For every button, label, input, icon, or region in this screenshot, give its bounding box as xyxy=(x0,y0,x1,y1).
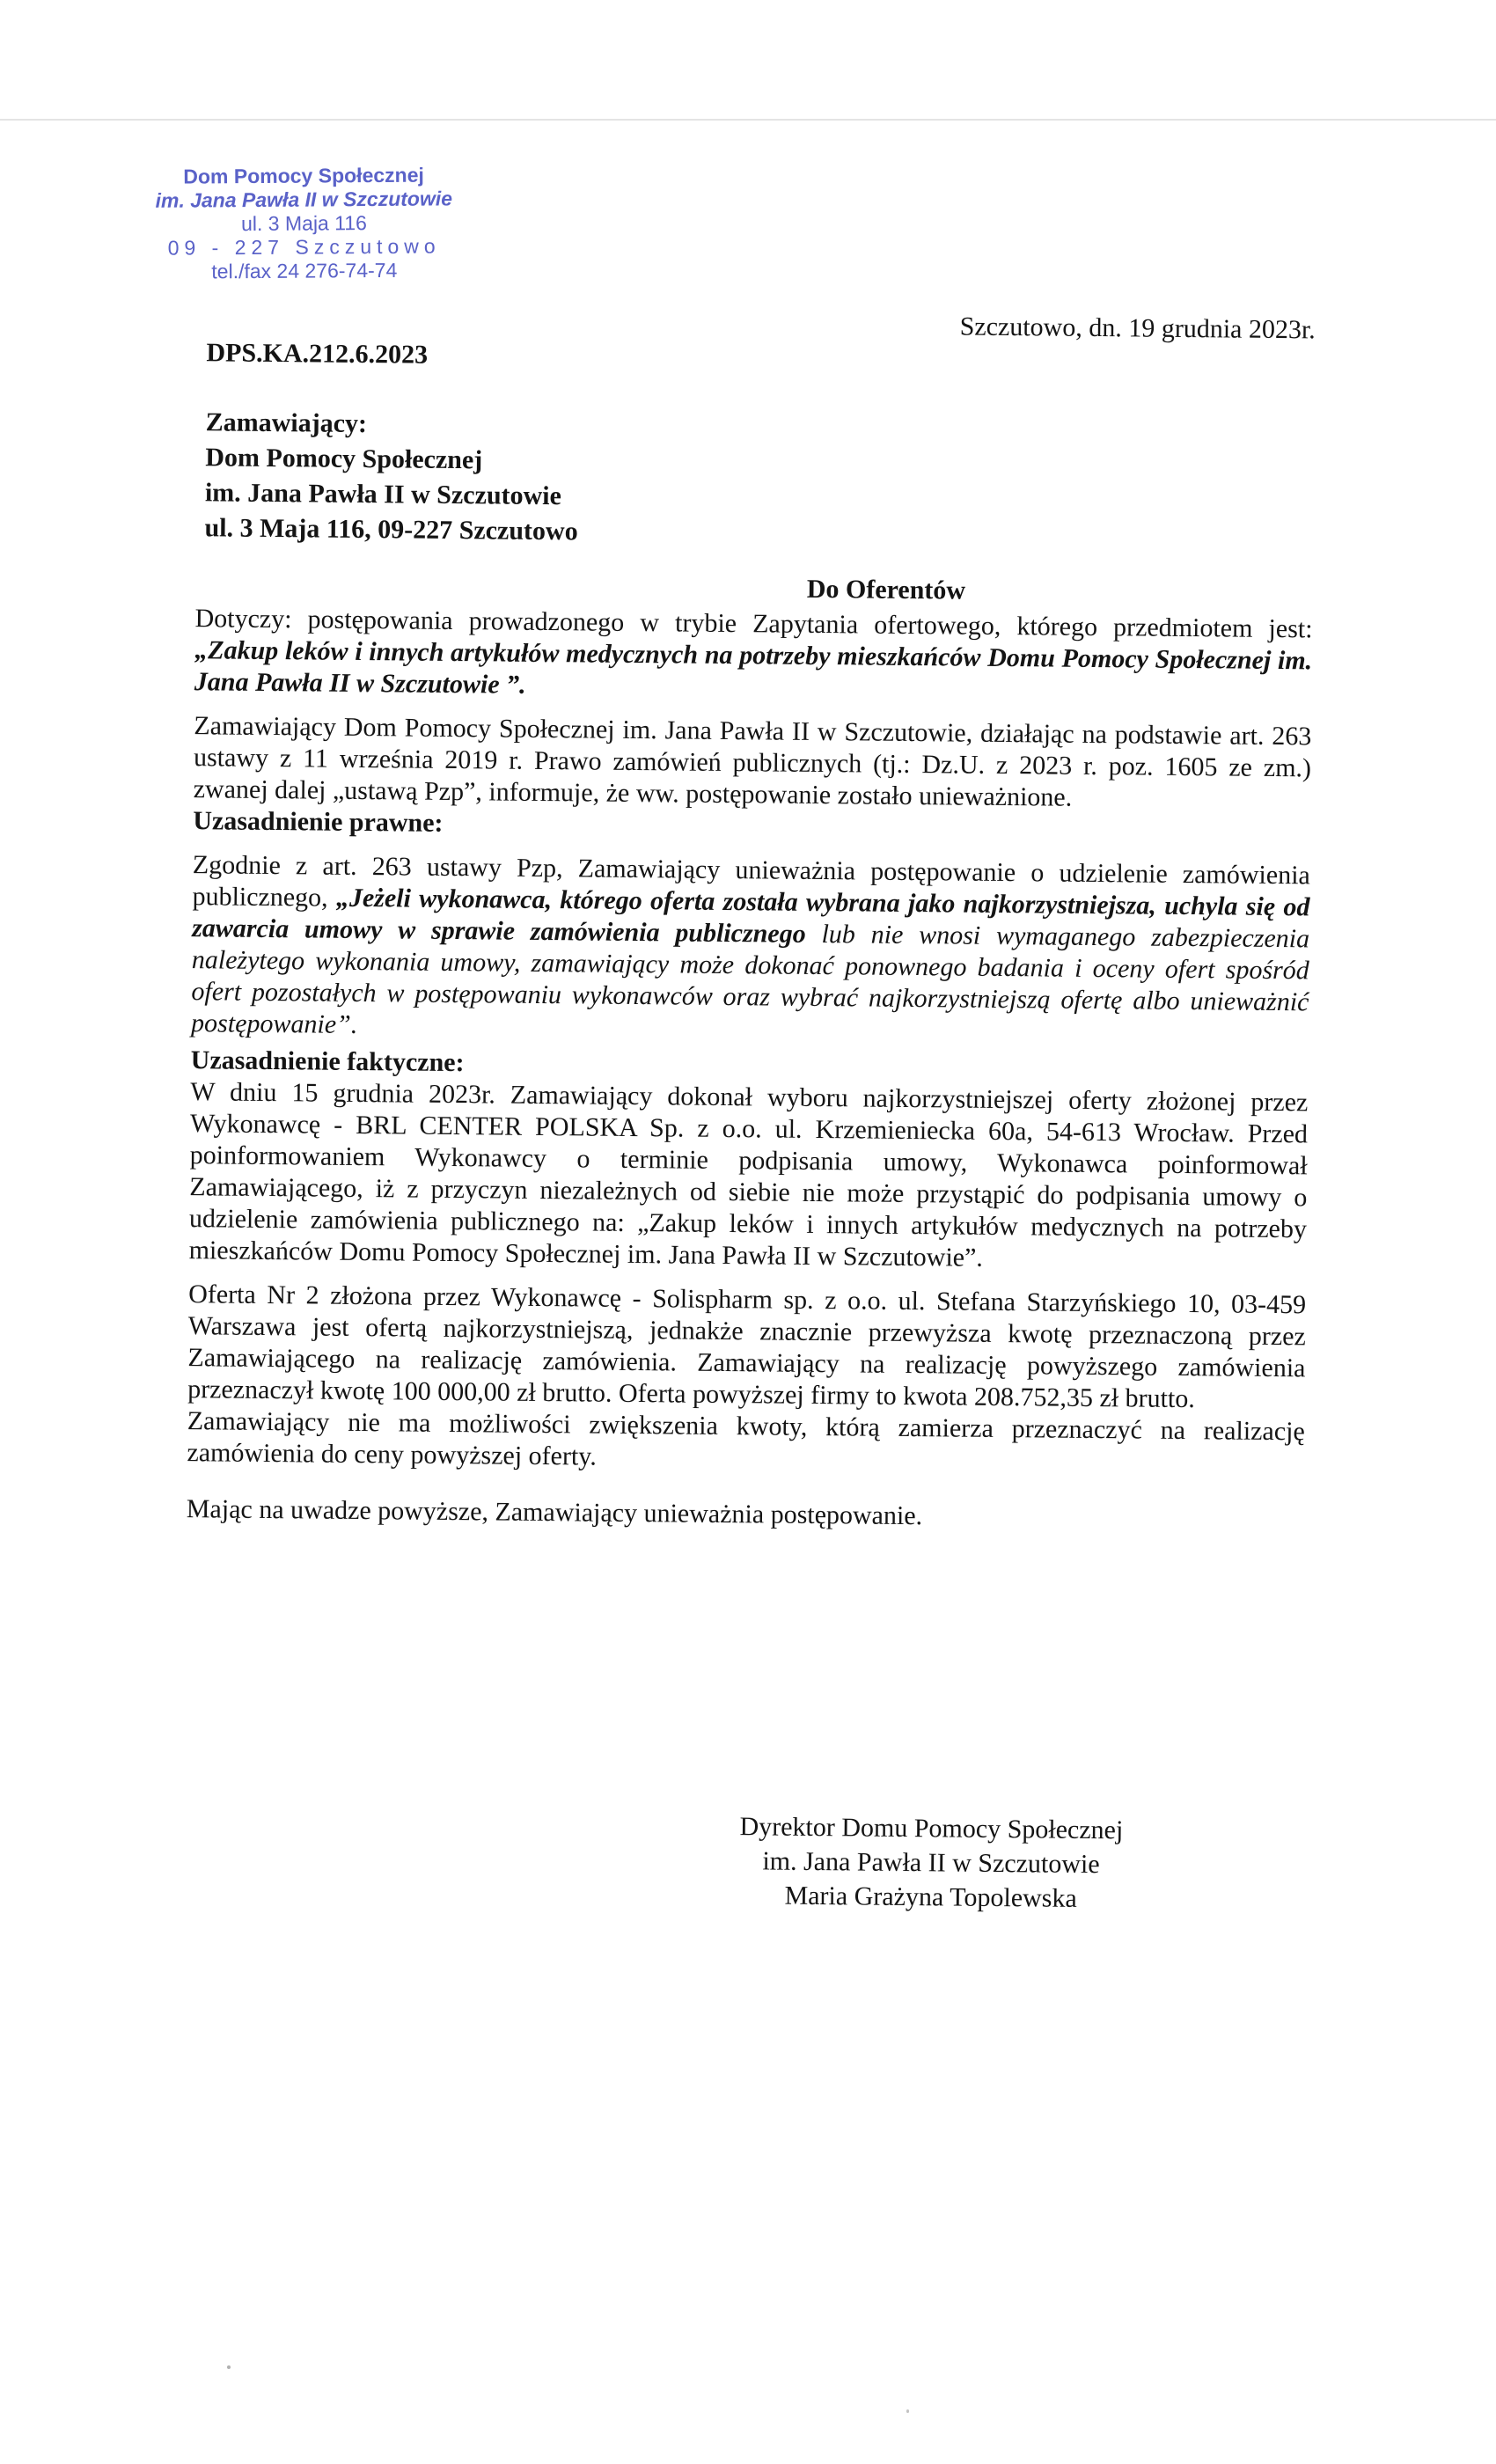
institution-stamp xyxy=(128,163,480,284)
subject-prefix: Dotyczy: postępowania prowadzonego w trybie Zapytania ofertowego, którego przedmiotem jest: xyxy=(194,604,1313,644)
signature-title: Dyrektor Domu Pomocy Społecznej xyxy=(739,1812,1124,1845)
factual-paragraph-1: W dniu 15 grudnia 2023r. Zamawiający dokonał wyboru najkorzystniejszej oferty złożonej przez Wykonawcę - BRL CENTER POLSKA Sp. z o.o. ul. Krzemieniecka 60a, 54-613 Wrocław. Przed poinformowaniem Wykonawcy o terminie podpisania umowy, Wykonawca poinformował Zamawiającego, iż z przyczyn niezależnych od siebie nie może przystąpić do podpisania umowy o udzielenie zamówienia publicznego na: „Zakup leków i innych artykułów medycznych na potrzeby mieszkańców Domu Pomocy Społecznej im. Jana Pawła II w Szczutowie”. xyxy=(188,1077,1309,1272)
addressee: Do Oferentów xyxy=(806,574,966,605)
legal-quote-bold: „Jeżeli wykonawca, którego oferta została wybrana jako najkorzystniejsza, uchyla się od zawarcia umowy w sprawie zamówienia publicznego xyxy=(192,883,1310,949)
stamp-line-street: ul. 3 Maja 116 xyxy=(240,211,367,236)
scan-speck xyxy=(906,2409,909,2413)
factual-paragraph-2: Oferta Nr 2 złożona przez Wykonawcę - Solispharm sp. z o.o. ul. Stefana Starzyńskiego 10, 03-459 Warszawa jest ofertą najkorzystniejszą, jednakże znacznie przewyższa kwotę przeznaczoną przez Zamawiającego na realizację zamówienia. Zamawiający na realizację powyższego zamówienia przeznaczył kwotę 100 000,00 zł brutto. Oferta powyższej firmy to kwota 208.752,35 zł brutto. xyxy=(187,1280,1307,1414)
factual-paragraph-3: Zamawiający nie ma możliwości zwiększenia kwoty, którą zamierza przeznaczyć na realizację zamówienia do ceny powyższej oferty. xyxy=(187,1406,1305,1471)
factual-basis-heading: Uzasadnienie faktyczne: xyxy=(190,1045,465,1078)
letter-date: Szczutowo, dn. 19 grudnia 2023r. xyxy=(959,312,1316,345)
stamp-line-phone: tel./fax 24 276-74-74 xyxy=(211,258,398,283)
signature-institution: im. Jana Pawła II w Szczutowie xyxy=(762,1846,1100,1880)
contracting-name-line2: im. Jana Pawła II w Szczutowie xyxy=(204,478,562,511)
contracting-name-line1: Dom Pomocy Społecznej xyxy=(205,443,483,475)
letter-body xyxy=(187,603,1313,1536)
contracting-label: Zamawiający: xyxy=(205,407,368,439)
letter-content xyxy=(180,304,1316,1913)
scan-speck xyxy=(227,2365,231,2369)
reference-number: DPS.KA.212.6.2023 xyxy=(206,338,429,370)
legal-quote-italic: lub nie wnosi wymaganego zabezpieczenia należytego wykonania umowy, zamawiający może dokonać ponownego badania i oceny ofert spośród ofert pozostałych w postępowaniu wykonawców oraz wybrać najkorzystniejszą ofertę albo unieważnić postępowanie”. xyxy=(190,919,1310,1039)
stamp-line-postcode: 09 - 227 Szczutowo xyxy=(167,234,441,260)
annulment-paragraph: Zamawiający Dom Pomocy Społecznej im. Jana Pawła II w Szczutowie, działając na podstawie art. 263 ustawy z 11 września 2019 r. Prawo zamówień publicznych (tj.: Dz.U. z 2023 r. poz. 1605 ze zm.) zwanej dalej „ustawą Pzp”, informuje, że ww. postępowanie zostało unieważnione. xyxy=(193,711,1312,812)
subject-title: „Zakup leków i innych artykułów medycznych na potrzeby mieszkańców Domu Pomocy Społecznej im. Jana Pawła II w Szczutowie ”. xyxy=(194,635,1313,700)
conclusion-paragraph: Mając na uwadze powyższe, Zamawiający unieważnia postępowanie. xyxy=(186,1494,923,1531)
contracting-address: ul. 3 Maja 116, 09-227 Szczutowo xyxy=(204,513,578,546)
signature-block xyxy=(701,1809,1160,1917)
signature-name: Maria Grażyna Topolewska xyxy=(784,1881,1077,1913)
stamp-line-name: Dom Pomocy Społecznej xyxy=(183,163,424,188)
contracting-authority-block xyxy=(204,405,579,549)
scan-edge-line xyxy=(0,119,1496,121)
legal-basis-heading: Uzasadnienie prawne: xyxy=(193,806,444,838)
subject-paragraph xyxy=(194,603,1313,708)
legal-prefix: Zgodnie z art. 263 ustawy Pzp, Zamawiający unieważnia postępowanie o udzielenie zamówienia publicznego, xyxy=(192,850,1310,913)
stamp-line-patron: im. Jana Pawła II w Szczutowie xyxy=(155,187,453,212)
legal-basis-paragraph xyxy=(191,849,1310,1050)
